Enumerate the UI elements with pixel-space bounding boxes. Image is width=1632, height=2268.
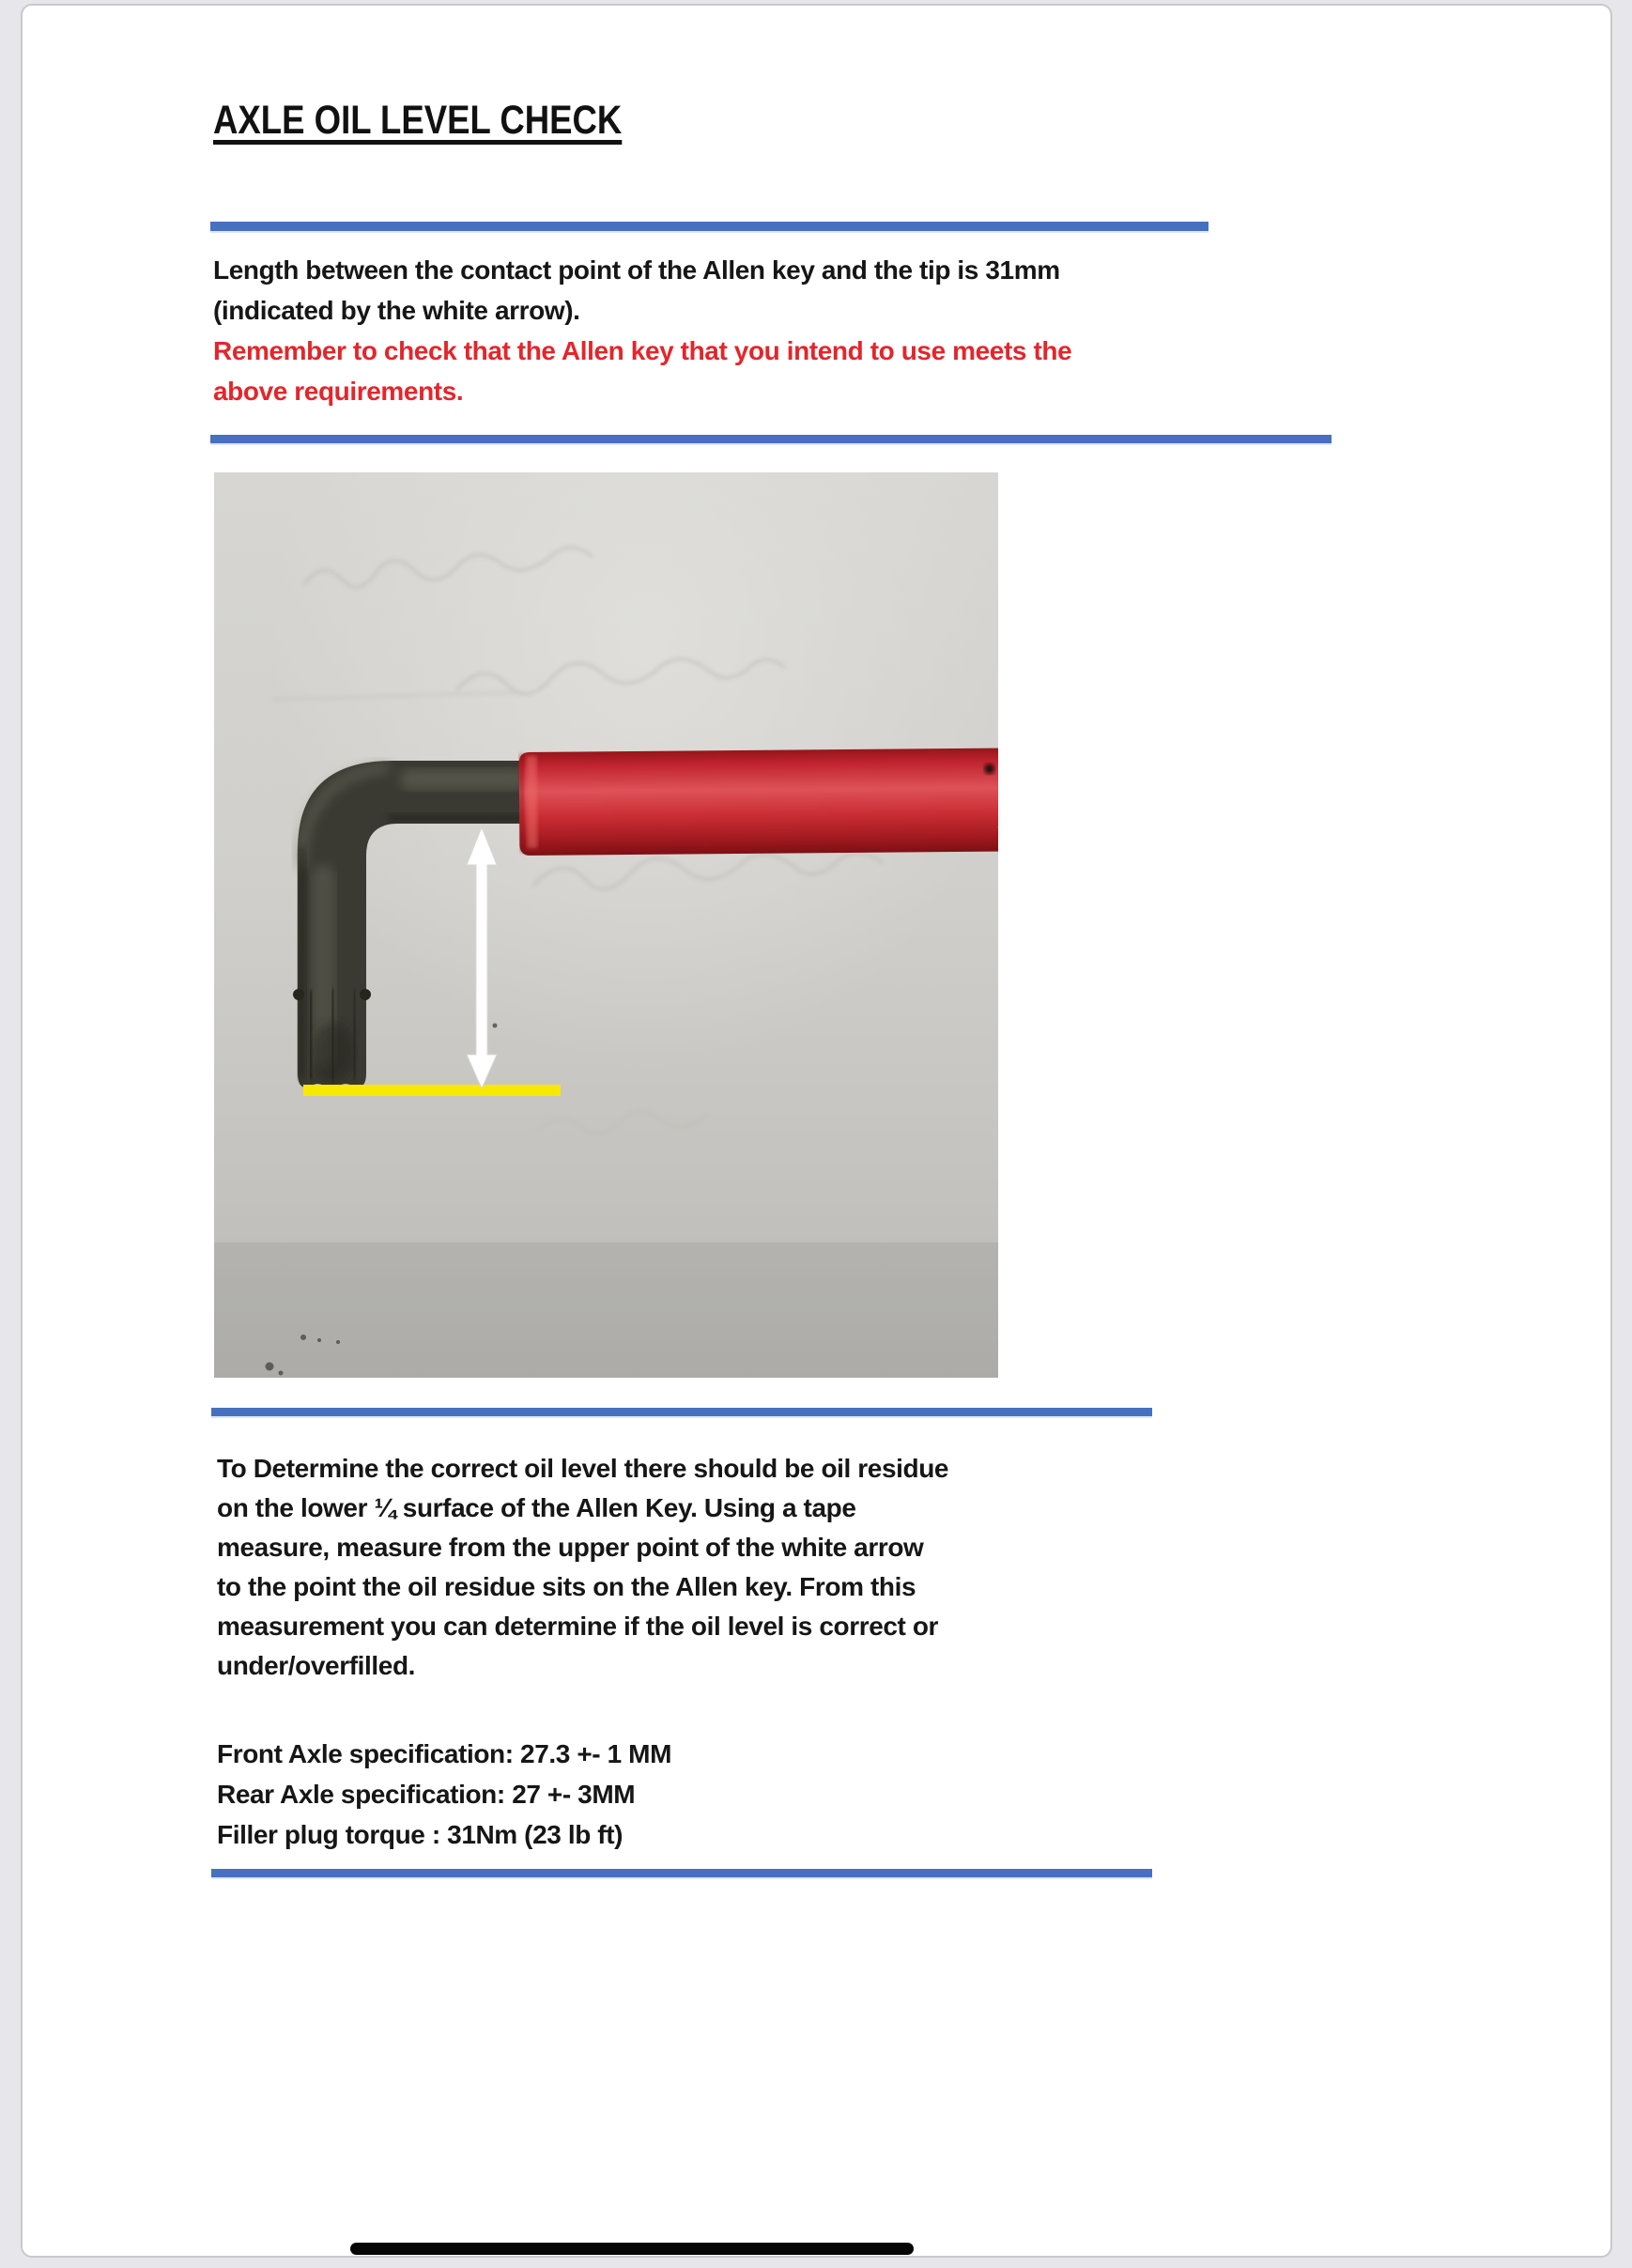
instructions-line-2: on the lower ¼ surface of the Allen Key. Using a tape	[217, 1493, 856, 1522]
divider-rule-bottom	[211, 1869, 1152, 1879]
instructions-line-5: measurement you can determine if the oil level is correct or	[217, 1612, 939, 1641]
instructions-paragraph	[217, 1449, 948, 1686]
intro-line-1: Length between the contact point of the Allen key and the tip is 31mm	[213, 255, 1060, 285]
warning-line-2: above requirements.	[213, 377, 464, 406]
allen-key-photo	[214, 472, 998, 1378]
instructions-line-4: to the point the oil residue sits on the Allen key. From this	[217, 1572, 916, 1601]
divider-rule-top	[210, 222, 1209, 233]
red-handle	[519, 748, 998, 856]
datum-line	[303, 1085, 561, 1096]
spec-rear-axle: Rear Axle specification: 27 +- 3MM	[217, 1780, 636, 1809]
page-title: AXLE OIL LEVEL CHECK	[213, 98, 623, 143]
warning-line-1: Remember to check that the Allen key that you intend to use meets the	[213, 336, 1072, 365]
divider-rule-above-photo	[210, 435, 1332, 445]
spec-filler-plug-torque: Filler plug torque : 31Nm (23 lb ft)	[217, 1820, 624, 1849]
instructions-line-6: under/overfilled.	[217, 1651, 416, 1680]
home-indicator[interactable]	[350, 2243, 914, 2255]
intro-line-2: (indicated by the white arrow).	[213, 296, 580, 325]
handle-dot	[984, 764, 994, 774]
intro-paragraph	[213, 250, 1071, 411]
spec-front-axle: Front Axle specification: 27.3 +- 1 MM	[217, 1739, 671, 1768]
divider-rule-below-photo	[211, 1408, 1152, 1418]
specifications-block	[217, 1734, 671, 1855]
instructions-line-3: measure, measure from the upper point of the white arrow	[217, 1533, 924, 1562]
instructions-line-1: To Determine the correct oil level there should be oil residue	[217, 1454, 949, 1483]
